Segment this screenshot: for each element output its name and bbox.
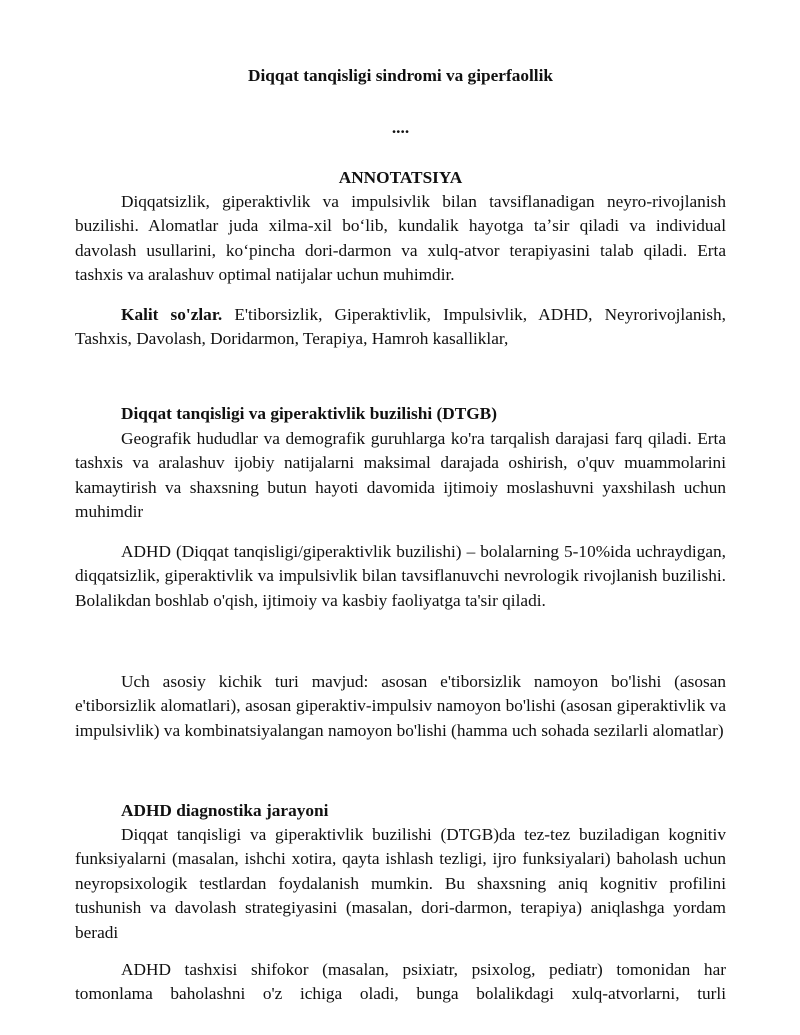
paragraph-prevalence: Geografik hududlar va demografik guruhlarga ko'ra tarqalish darajasi farq qiladi. Erta tashxis va aralashuv ijobiy natijalarni maksimal darajada oshirish, o'quv muammolarini kamaytirish va shaxsning butun hayoti davomida ijtimoiy moslashuvni yaxshilash uchun muhimdir xyxy=(75,429,726,522)
keywords-paragraph xyxy=(75,303,726,352)
paragraph-diagnosis: ADHD tashxisi shifokor (masalan, psixiatr, psixolog, pediatr) tomonidan har tomonlama baholashni o'z ichiga oladi, bunga bolalikdagi xulq-atvorlarni, turli xyxy=(75,960,726,1004)
document-title: Diqqat tanqisligi sindromi va giperfaollik xyxy=(247,66,554,85)
author-placeholder: .... xyxy=(391,118,410,137)
section-heading-diagnostics: ADHD diagnostika jarayoni xyxy=(121,801,329,820)
paragraph-adhd-definition: ADHD (Diqqat tanqisligi/giperaktivlik buzilishi) – bolalarning 5-10%ida uchraydigan, diqqatsizlik, giperaktivlik va impulsivlik bilan tavsiflanuvchi nevrologik rivojlanish buzilishi. Bolalikdan boshlab o'qish, ijtimoiy va kasbiy faoliyatga ta'sir qiladi. xyxy=(75,542,726,610)
keywords-text: E'tiborsizlik, Giperaktivlik, Impulsivlik, ADHD, Neyrorivojlanish, Tashxis, Davolash, Doridarmon, Terapiya, Hamroh kasalliklar, xyxy=(75,305,726,349)
section-heading-dtgb: Diqqat tanqisligi va giperaktivlik buzilishi (DTGB) xyxy=(121,404,497,423)
annotation-paragraph: Diqqatsizlik, giperaktivlik va impulsivlik bilan tavsiflanadigan neyro-rivojlanish buzilishi. Alomatlar juda xilma-xil boʻlib, kundalik hayotga taʼsir qiladi va individual davolash usullarini, koʻpincha dori-darmon va xulq-atvor terapiyasini talab qiladi. Erta tashxis va aralashuv optimal natijalar uchun muhimdir. xyxy=(75,192,726,285)
annotation-heading: ANNOTATSIYA xyxy=(338,168,463,187)
paragraph-neuropsych-tests: Diqqat tanqisligi va giperaktivlik buzilishi (DTGB)da tez-tez buziladigan kognitiv funksiyalarni (masalan, ishchi xotira, qayta ishlash tezligi, ijro funksiyalari) baholash uchun neyropsixologik testlardan foydalanish mumkin. Bu shaxsning aniq kognitiv profilini tushunish va davolash strategiyasini (masalan, dori-darmon, terapiya) aniqlashga yordam beradi xyxy=(75,825,726,942)
keywords-label: Kalit so'zlar. xyxy=(121,305,223,324)
paragraph-subtypes: Uch asosiy kichik turi mavjud: asosan e'tiborsizlik namoyon bo'lishi (asosan e'tiborsizlik alomatlari), asosan giperaktiv-impulsiv namoyon bo'lishi (asosan giperaktivlik va impulsivlik) va kombinatsiyalangan namoyon bo'lishi (hamma uch sohada sezilarli alomatlar) xyxy=(75,672,726,740)
